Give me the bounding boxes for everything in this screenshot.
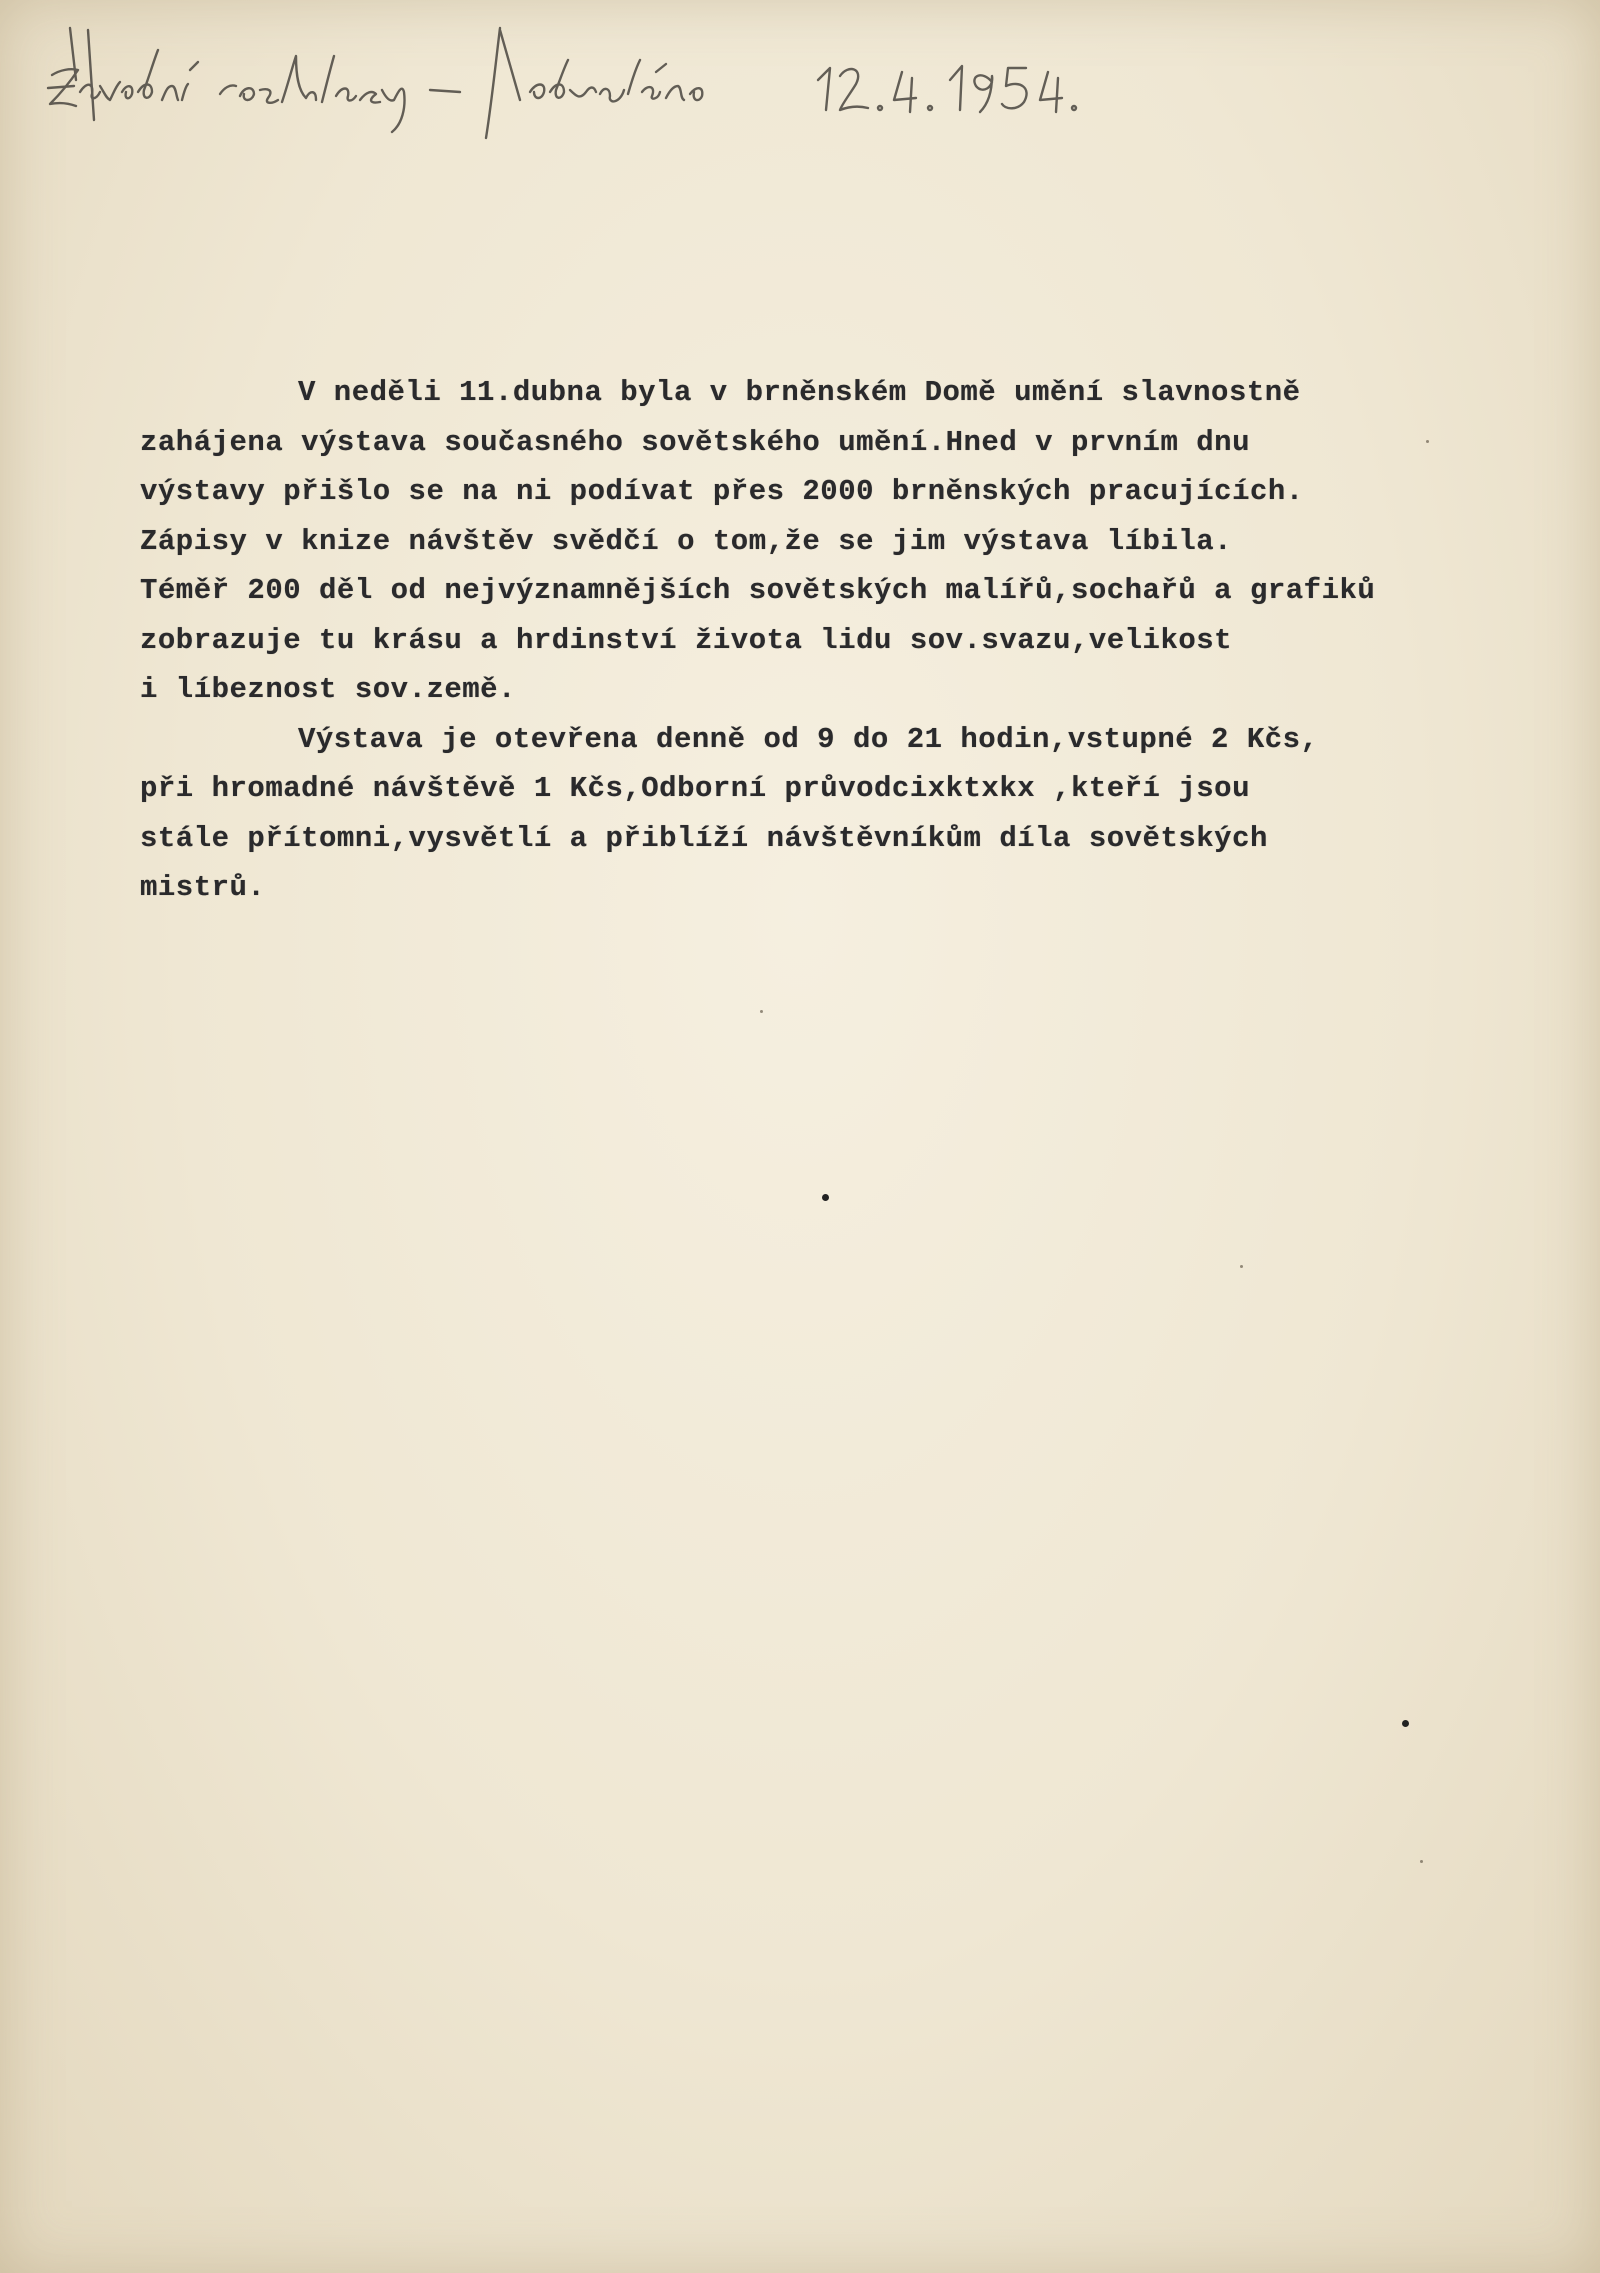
paper-speck [1420, 1860, 1423, 1863]
text-line: zobrazuje tu krásu a hrdinství života lidu sov.svazu,velikost [140, 623, 1233, 657]
text-line: mistrů. [140, 871, 266, 904]
typewritten-text [140, 368, 1540, 913]
paper-speck [760, 1010, 763, 1013]
text-line: stále přítomni,vysvětlí a přiblíží návštěvníkům díla sovětských [140, 821, 1268, 855]
text-line: při hromadné návštěvě 1 Kčs,Odborní průvodcixktxkx ,kteří jsou [140, 772, 1250, 805]
ink-speck [1402, 1720, 1409, 1727]
text-line: i líbeznost sov.země. [140, 673, 516, 706]
text-line: V neděli 11.dubna byla v brněnském Domě umění slavnostně [298, 376, 1301, 409]
text-line: Téměř 200 děl od nejvýznamnějších sovětských malířů,sochařů a grafiků [140, 574, 1376, 607]
paper-speck [1426, 440, 1429, 443]
paper-speck [1240, 1265, 1243, 1268]
handwritten-note-drawing [30, 20, 1230, 140]
text-line: Zápisy v knize návštěv svědčí o tom,že se jim výstava líbila. [140, 524, 1233, 558]
text-line: Výstava je otevřena denně od 9 do 21 hodin,vstupné 2 Kčs, [298, 722, 1319, 756]
handwritten-note [30, 20, 1230, 140]
text-line: výstavy přišlo se na ni podívat přes 2000 brněnských pracujících. [140, 475, 1304, 508]
text-line: zahájena výstava současného sovětského umění.Hned v prvním dnu [140, 425, 1250, 459]
ink-speck [822, 1194, 829, 1201]
